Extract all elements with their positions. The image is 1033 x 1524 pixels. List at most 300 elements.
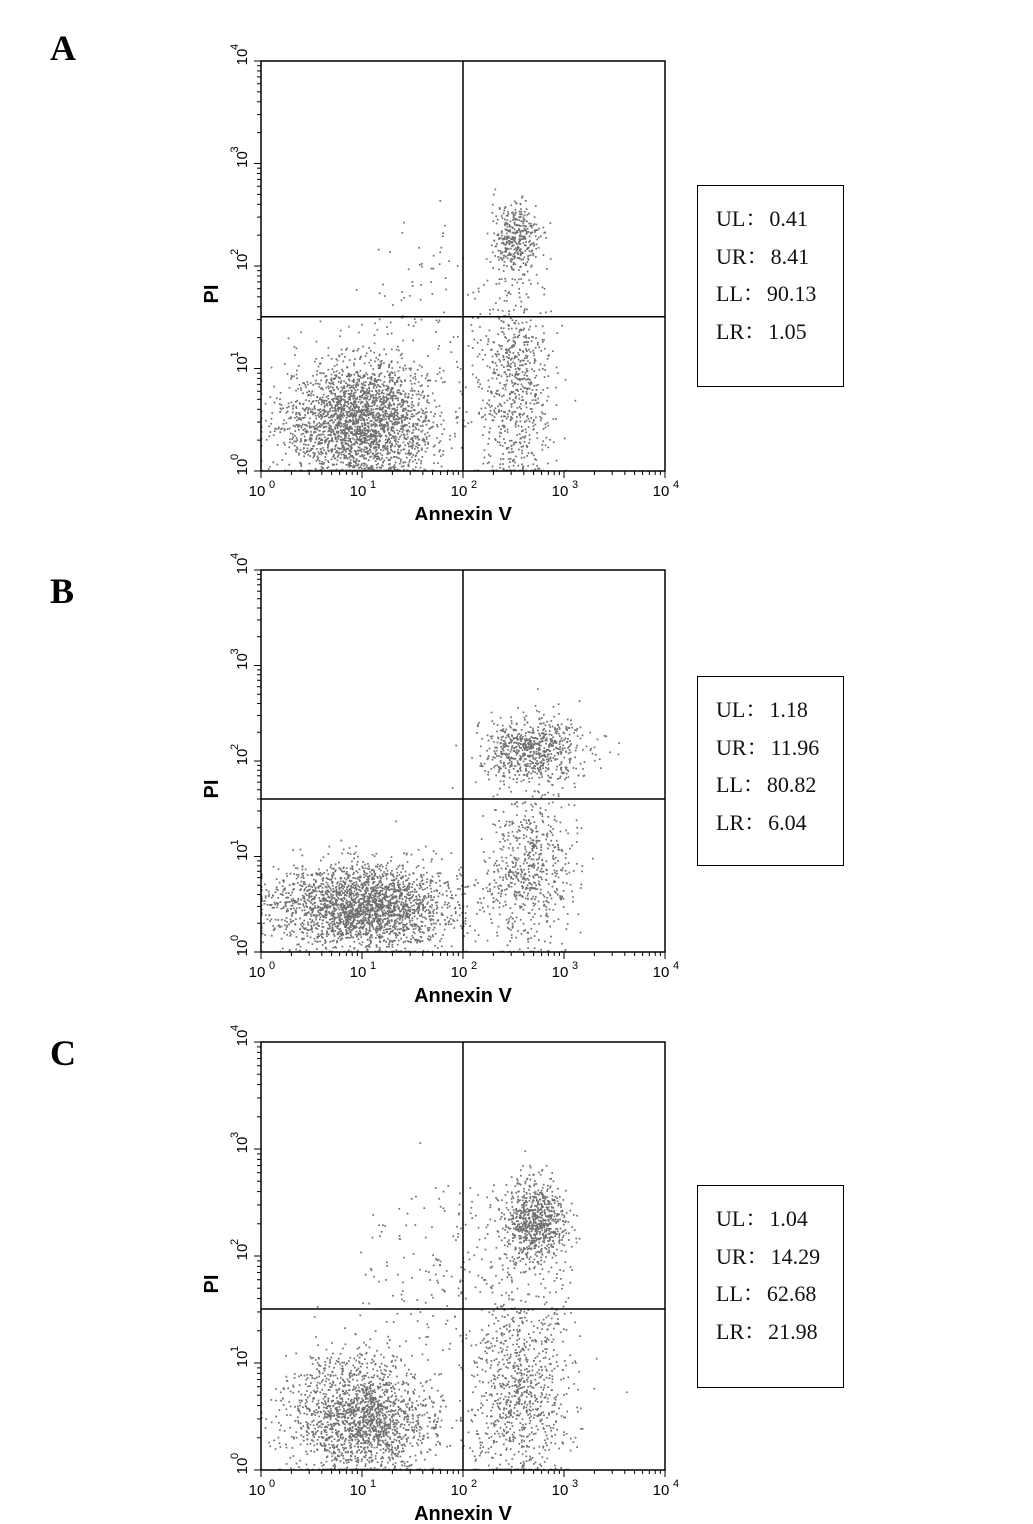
- data-point-live: [415, 379, 417, 381]
- data-point-live: [333, 371, 335, 373]
- data-point-live: [374, 418, 376, 420]
- data-point-live: [273, 434, 275, 436]
- data-point-live: [432, 876, 434, 878]
- data-point-live: [335, 863, 337, 865]
- data-point-live: [378, 396, 380, 398]
- data-point-live: [391, 421, 393, 423]
- data-point-live: [335, 438, 337, 440]
- data-point-live: [394, 413, 396, 415]
- data-point-early-apoptotic: [540, 312, 542, 314]
- x-tick-exponent: 3: [572, 479, 579, 491]
- data-point-live: [406, 418, 408, 420]
- data-point-late-apoptotic: [526, 221, 528, 223]
- data-point-late-apoptotic: [494, 255, 496, 257]
- data-point-early-apoptotic: [503, 366, 505, 368]
- data-point-live: [392, 398, 394, 400]
- data-point-live: [395, 395, 397, 397]
- data-point-live: [346, 413, 348, 415]
- data-point-live: [393, 905, 395, 907]
- data-point-live: [336, 450, 338, 452]
- data-point-live: [359, 417, 361, 419]
- data-point-live: [310, 435, 312, 437]
- data-point-live: [339, 418, 341, 420]
- data-point-early-apoptotic: [484, 354, 486, 356]
- data-point-live: [403, 449, 405, 451]
- data-point-late-apoptotic: [520, 254, 522, 256]
- data-point-late-apoptotic: [520, 211, 522, 213]
- data-point-early-apoptotic: [526, 420, 528, 422]
- data-point-early-apoptotic: [509, 393, 511, 395]
- data-point-live: [307, 412, 309, 414]
- data-point-early-apoptotic: [547, 375, 549, 377]
- data-point-live: [431, 907, 433, 909]
- data-point-live: [388, 433, 390, 435]
- data-point-early-apoptotic: [517, 390, 519, 392]
- data-point-late-apoptotic: [506, 295, 508, 297]
- data-point-live: [439, 405, 441, 407]
- data-point-live: [305, 444, 307, 446]
- data-point-live: [295, 867, 297, 869]
- data-point-live: [319, 430, 321, 432]
- data-point-late-apoptotic: [505, 243, 507, 245]
- data-point-early-apoptotic: [515, 441, 517, 443]
- data-point-live: [307, 381, 309, 383]
- data-point-live: [299, 425, 301, 427]
- data-point-early-apoptotic: [519, 361, 521, 363]
- data-point-early-apoptotic: [501, 278, 503, 280]
- data-point-early-apoptotic: [504, 336, 506, 338]
- data-point-live: [279, 398, 281, 400]
- data-point-live: [317, 383, 319, 385]
- data-point-early-apoptotic: [526, 357, 528, 359]
- data-point-live: [282, 459, 284, 461]
- data-point-live: [389, 408, 391, 410]
- data-point-late-apoptotic: [524, 274, 526, 276]
- data-point-live: [331, 458, 333, 460]
- quadrant-separator: ：: [742, 281, 765, 306]
- data-point-live: [334, 434, 336, 436]
- data-point-early-apoptotic: [519, 433, 521, 435]
- data-point-live: [337, 460, 339, 462]
- data-point-live: [499, 463, 501, 465]
- data-point-live: [354, 395, 356, 397]
- data-point-live: [403, 408, 405, 410]
- data-point-early-apoptotic: [478, 412, 480, 414]
- data-point-live: [377, 359, 379, 361]
- data-point-live: [447, 917, 449, 919]
- data-point-live: [316, 923, 318, 925]
- data-point-live: [317, 409, 319, 411]
- data-point-late-apoptotic: [516, 249, 518, 251]
- data-point-live: [392, 946, 394, 948]
- data-point-early-apoptotic: [530, 408, 532, 410]
- data-point-live: [368, 387, 370, 389]
- data-point-live: [292, 411, 294, 413]
- data-point-early-apoptotic: [552, 350, 554, 352]
- data-point-live: [420, 425, 422, 427]
- data-point-scattered: [384, 295, 386, 297]
- data-point-live: [393, 915, 395, 917]
- data-point-early-apoptotic: [527, 389, 529, 391]
- data-point-early-apoptotic: [524, 357, 526, 359]
- data-point-live: [352, 380, 354, 382]
- data-point-live: [416, 879, 418, 881]
- data-point-live: [339, 372, 341, 374]
- data-point-early-apoptotic: [545, 444, 547, 446]
- data-point-early-apoptotic: [521, 396, 523, 398]
- data-point-live: [336, 431, 338, 433]
- data-point-live: [356, 404, 358, 406]
- data-point-live: [369, 377, 371, 379]
- data-point-live: [333, 389, 335, 391]
- data-point-live: [376, 405, 378, 407]
- data-point-live: [328, 461, 330, 463]
- data-point-live: [371, 438, 373, 440]
- data-point-live: [354, 467, 356, 469]
- data-point-live: [276, 886, 278, 888]
- data-point-live: [371, 376, 373, 378]
- data-point-live: [364, 374, 366, 376]
- data-point-late-apoptotic: [520, 208, 522, 210]
- data-point-live: [397, 392, 399, 394]
- data-point-live: [355, 454, 357, 456]
- data-point-live: [366, 465, 368, 467]
- data-point-live: [333, 897, 335, 899]
- data-point-early-apoptotic: [511, 406, 513, 408]
- data-point-live: [309, 418, 311, 420]
- data-point-live: [270, 423, 272, 425]
- data-point-live: [360, 356, 362, 358]
- data-point-early-apoptotic: [519, 398, 521, 400]
- data-point-live: [356, 406, 358, 408]
- data-point-live: [434, 413, 436, 415]
- data-point-live: [350, 934, 352, 936]
- data-point-early-apoptotic: [492, 362, 494, 364]
- data-point-early-apoptotic: [509, 351, 511, 353]
- data-point-live: [475, 879, 477, 881]
- data-point-live: [418, 381, 420, 383]
- data-point-live: [313, 426, 315, 428]
- data-point-live: [411, 437, 413, 439]
- data-point-live: [441, 466, 443, 468]
- data-point-early-apoptotic: [520, 443, 522, 445]
- data-point-late-apoptotic: [534, 223, 536, 225]
- data-point-early-apoptotic: [520, 421, 522, 423]
- data-point-early-apoptotic: [548, 396, 550, 398]
- data-point-live: [336, 398, 338, 400]
- data-point-live: [349, 399, 351, 401]
- data-point-live: [422, 916, 424, 918]
- data-point-live: [343, 413, 345, 415]
- data-point-live: [401, 426, 403, 428]
- data-point-live: [427, 373, 429, 375]
- data-point-live: [416, 462, 418, 464]
- data-point-live: [310, 885, 312, 887]
- data-point-live: [344, 408, 346, 410]
- data-point-early-apoptotic: [538, 402, 540, 404]
- data-point-late-apoptotic: [522, 252, 524, 254]
- data-point-late-apoptotic: [524, 228, 526, 230]
- data-point-live: [426, 436, 428, 438]
- data-point-live: [372, 443, 374, 445]
- data-point-early-apoptotic: [479, 383, 481, 385]
- data-point-live: [389, 402, 391, 404]
- data-point-live: [292, 434, 294, 436]
- data-point-early-apoptotic: [492, 415, 494, 417]
- data-point-late-apoptotic: [514, 241, 516, 243]
- data-point-live: [364, 428, 366, 430]
- data-point-late-apoptotic: [513, 264, 515, 266]
- data-point-live: [425, 441, 427, 443]
- data-point-live: [273, 866, 275, 868]
- data-point-live: [433, 896, 435, 898]
- data-point-early-apoptotic: [502, 453, 504, 455]
- data-point-live: [296, 437, 298, 439]
- data-point-early-apoptotic: [531, 340, 533, 342]
- data-point-live: [332, 885, 334, 887]
- data-point-live: [380, 404, 382, 406]
- data-point-live: [369, 398, 371, 400]
- data-point-late-apoptotic: [531, 227, 533, 229]
- data-point-live: [396, 381, 398, 383]
- data-point-live: [362, 377, 364, 379]
- data-point-live: [414, 459, 416, 461]
- data-point-early-apoptotic: [540, 364, 542, 366]
- data-point-live: [396, 429, 398, 431]
- data-point-early-apoptotic: [530, 402, 532, 404]
- data-point-live: [374, 343, 376, 345]
- data-point-live: [363, 387, 365, 389]
- data-point-early-apoptotic: [514, 323, 516, 325]
- data-point-live: [288, 406, 290, 408]
- data-point-live: [388, 418, 390, 420]
- data-point-live: [334, 410, 336, 412]
- data-point-live: [389, 466, 391, 468]
- data-point-late-apoptotic: [526, 293, 528, 295]
- data-point-scattered: [429, 380, 431, 382]
- data-point-live: [289, 441, 291, 443]
- data-point-live: [349, 387, 351, 389]
- data-point-live: [374, 404, 376, 406]
- data-point-live: [372, 394, 374, 396]
- data-point-early-apoptotic: [488, 431, 490, 433]
- data-point-early-apoptotic: [521, 384, 523, 386]
- data-point-live: [296, 451, 298, 453]
- data-point-live: [414, 376, 416, 378]
- data-point-live: [437, 373, 439, 375]
- data-point-live: [382, 390, 384, 392]
- data-point-late-apoptotic: [518, 219, 520, 221]
- data-point-live: [345, 922, 347, 924]
- data-point-live: [385, 418, 387, 420]
- data-point-live: [402, 415, 404, 417]
- data-point-early-apoptotic: [536, 274, 538, 276]
- data-point-live: [390, 457, 392, 459]
- data-point-live: [436, 406, 438, 408]
- x-axis-label: Annexin V: [414, 504, 512, 520]
- data-point-early-apoptotic: [525, 429, 527, 431]
- data-point-early-apoptotic: [513, 309, 515, 311]
- data-point-live: [379, 354, 381, 356]
- data-point-live: [357, 426, 359, 428]
- data-point-early-apoptotic: [517, 337, 519, 339]
- x-tick-label: 10: [349, 483, 367, 500]
- data-point-live: [310, 382, 312, 384]
- data-point-live: [443, 428, 445, 430]
- data-point-early-apoptotic: [503, 468, 505, 470]
- data-point-early-apoptotic: [513, 444, 515, 446]
- data-point-live: [288, 403, 290, 405]
- data-point-live: [349, 408, 351, 410]
- data-point-early-apoptotic: [508, 314, 510, 316]
- data-point-early-apoptotic: [528, 442, 530, 444]
- data-point-live: [394, 384, 396, 386]
- data-point-early-apoptotic: [521, 450, 523, 452]
- data-point-live: [297, 388, 299, 390]
- data-point-live: [425, 846, 427, 848]
- data-point-early-apoptotic: [530, 417, 532, 419]
- data-point-live: [291, 402, 293, 404]
- data-point-early-apoptotic: [508, 452, 510, 454]
- data-point-early-apoptotic: [526, 407, 528, 409]
- data-point-live: [383, 446, 385, 448]
- data-point-live: [355, 434, 357, 436]
- data-point-live: [422, 421, 424, 423]
- data-point-early-apoptotic: [525, 341, 527, 343]
- data-point-live: [416, 394, 418, 396]
- data-point-live: [307, 935, 309, 937]
- data-point-live: [364, 384, 366, 386]
- data-point-live: [390, 389, 392, 391]
- data-point-live: [329, 410, 331, 412]
- data-point-live: [382, 411, 384, 413]
- data-point-early-apoptotic: [529, 240, 531, 242]
- data-point-live: [398, 350, 400, 352]
- data-point-live: [302, 895, 304, 897]
- data-point-live: [421, 913, 423, 915]
- data-point-live: [383, 428, 385, 430]
- data-point-live: [272, 907, 274, 909]
- data-point-early-apoptotic: [550, 258, 552, 260]
- quadrant-label: UL: [716, 206, 746, 231]
- data-point-live: [357, 350, 359, 352]
- data-point-live: [394, 374, 396, 376]
- data-point-live: [428, 935, 430, 937]
- data-point-scattered: [518, 288, 520, 290]
- quadrant-stat-lr: [716, 315, 807, 346]
- data-point-scattered: [379, 292, 381, 294]
- data-point-late-apoptotic: [504, 261, 506, 263]
- y-tick-label: 10: [234, 151, 251, 168]
- data-point-live: [342, 433, 344, 435]
- data-point-late-apoptotic: [523, 217, 525, 219]
- data-point-early-apoptotic: [555, 418, 557, 420]
- data-point-live: [352, 466, 354, 468]
- quadrant-stat-ur: [716, 240, 809, 271]
- data-point-early-apoptotic: [506, 448, 508, 450]
- data-point-late-apoptotic: [522, 195, 524, 197]
- data-point-live: [316, 341, 318, 343]
- data-point-live: [438, 345, 440, 347]
- data-point-live: [372, 368, 374, 370]
- data-point-live: [410, 897, 412, 899]
- data-point-early-apoptotic: [517, 407, 519, 409]
- data-point-early-apoptotic: [508, 292, 510, 294]
- data-point-live: [352, 433, 354, 435]
- data-point-live: [374, 456, 376, 458]
- data-point-early-apoptotic: [515, 368, 517, 370]
- data-point-live: [390, 446, 392, 448]
- data-point-live: [396, 437, 398, 439]
- data-point-live: [439, 880, 441, 882]
- data-point-live: [316, 435, 318, 437]
- data-point-live: [348, 435, 350, 437]
- data-point-live: [317, 457, 319, 459]
- data-point-live: [365, 355, 367, 357]
- data-point-late-apoptotic: [510, 221, 512, 223]
- data-point-live: [349, 946, 351, 948]
- data-point-early-apoptotic: [534, 395, 536, 397]
- data-point-live: [293, 404, 295, 406]
- data-point-late-apoptotic: [531, 265, 533, 267]
- data-point-live: [321, 873, 323, 875]
- data-point-live: [336, 376, 338, 378]
- data-point-live: [404, 434, 406, 436]
- data-point-live: [314, 413, 316, 415]
- data-point-live: [320, 454, 322, 456]
- data-point-live: [346, 417, 348, 419]
- data-point-live: [410, 375, 412, 377]
- data-point-live: [366, 442, 368, 444]
- data-point-live: [431, 858, 433, 860]
- data-point-live: [398, 445, 400, 447]
- data-point-late-apoptotic: [538, 237, 540, 239]
- data-point-live: [300, 419, 302, 421]
- data-point-live: [319, 363, 321, 365]
- data-point-live: [296, 901, 298, 903]
- data-point-live: [366, 948, 368, 950]
- data-point-live: [295, 441, 297, 443]
- data-point-live: [337, 396, 339, 398]
- data-point-early-apoptotic: [533, 350, 535, 352]
- data-point-live: [367, 890, 369, 892]
- data-point-live: [420, 460, 422, 462]
- data-point-live: [279, 403, 281, 405]
- data-point-late-apoptotic: [507, 258, 509, 260]
- data-point-early-apoptotic: [511, 440, 513, 442]
- data-point-early-apoptotic: [518, 425, 520, 427]
- data-point-live: [297, 424, 299, 426]
- data-point-live: [338, 885, 340, 887]
- data-point-live: [332, 387, 334, 389]
- data-point-early-apoptotic: [523, 360, 525, 362]
- data-point-late-apoptotic: [513, 245, 515, 247]
- data-point-live: [379, 439, 381, 441]
- data-point-early-apoptotic: [519, 365, 521, 367]
- data-point-live: [385, 890, 387, 892]
- data-point-live: [364, 397, 366, 399]
- data-point-live: [363, 451, 365, 453]
- data-point-early-apoptotic: [546, 400, 548, 402]
- data-point-early-apoptotic: [526, 402, 528, 404]
- data-point-early-apoptotic: [477, 356, 479, 358]
- data-point-early-apoptotic: [547, 447, 549, 449]
- data-point-live: [368, 430, 370, 432]
- data-point-live: [343, 447, 345, 449]
- data-point-live: [333, 454, 335, 456]
- data-point-late-apoptotic: [512, 256, 514, 258]
- data-point-live: [423, 397, 425, 399]
